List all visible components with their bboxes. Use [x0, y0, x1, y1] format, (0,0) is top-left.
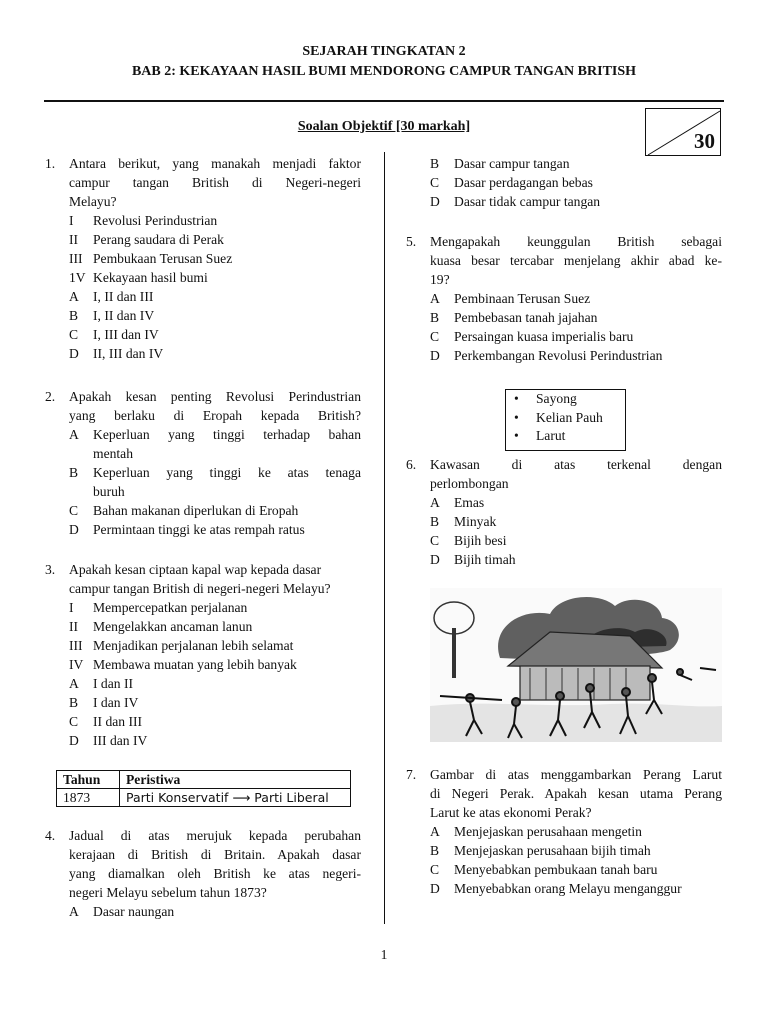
list-item: • Larut — [506, 427, 625, 446]
option-text: Emas — [454, 495, 485, 510]
statement-item — [69, 636, 293, 655]
question-number: 2. — [45, 389, 56, 404]
option-text: III dan IV — [93, 733, 148, 748]
option-key: D — [430, 881, 440, 896]
answer-option-b[interactable] — [69, 306, 154, 325]
question-stem-line: kuasa besar tercabar menjelang akhir abad ke- — [430, 253, 722, 268]
question-stem-line: Apakah kesan ciptaan kapal wap kepada dasar — [69, 562, 322, 577]
answer-option-b[interactable] — [430, 308, 597, 327]
statement-key: II — [69, 619, 79, 634]
option-key: D — [69, 733, 79, 748]
statement-item — [69, 655, 297, 674]
option-text: Bahan makanan diperlukan di Eropah — [93, 503, 299, 518]
larut-war-illustration — [430, 588, 722, 742]
option-key: C — [430, 329, 440, 344]
answer-option-d[interactable] — [69, 520, 305, 539]
statement-text: Mempercepatkan perjalanan — [93, 600, 248, 615]
option-text: Menyebabkan pembukaan tanah baru — [454, 862, 658, 877]
table-header-cell: Peristiwa — [120, 771, 351, 789]
statement-text: Mengelakkan ancaman lanun — [93, 619, 253, 634]
answer-option-d[interactable] — [69, 344, 163, 363]
question-stem-line: kerajaan di British di Britain. Apakah dasar — [69, 847, 361, 862]
answer-option-d[interactable] — [430, 192, 600, 211]
page-number: 1 — [380, 947, 388, 962]
option-text: II dan III — [93, 714, 143, 729]
option-text: I, III dan IV — [93, 327, 159, 342]
statement-text: Membawa muatan yang lebih banyak — [93, 657, 297, 672]
question-number: 1. — [45, 156, 56, 171]
question-number: 6. — [406, 457, 417, 472]
option-key: A — [69, 904, 79, 919]
statement-key: 1V — [69, 270, 86, 285]
question-number: 7. — [406, 767, 417, 782]
option-key: B — [430, 156, 440, 171]
option-text: Bijih besi — [454, 533, 507, 548]
option-key: A — [430, 291, 440, 306]
section-title: Soalan Objektif [30 markah] — [297, 119, 471, 134]
question-stem-line: Melayu? — [69, 194, 117, 209]
question-stem-line: Kawasan di atas terkenal dengan — [430, 457, 722, 472]
option-text: Keperluan yang tinggi terhadap bahan — [93, 427, 361, 442]
answer-option-c[interactable] — [69, 501, 298, 520]
option-key: C — [69, 327, 79, 342]
location-box — [505, 389, 626, 451]
question-stem-line: Apakah kesan penting Revolusi Perindustrian — [69, 389, 361, 404]
option-key: A — [69, 427, 79, 442]
answer-option-c[interactable] — [430, 531, 507, 550]
option-text: I, II dan IV — [93, 308, 155, 323]
answer-option-b[interactable] — [430, 154, 570, 173]
statement-key: IV — [69, 657, 84, 672]
option-text: Dasar naungan — [93, 904, 175, 919]
option-text: Dasar tidak campur tangan — [454, 194, 601, 209]
answer-option-c[interactable] — [430, 860, 657, 879]
option-key: B — [69, 695, 79, 710]
answer-option-b[interactable] — [69, 693, 138, 712]
option-key: C — [430, 175, 440, 190]
score-total: 30 — [694, 129, 715, 153]
statement-item — [69, 598, 247, 617]
answer-option-a[interactable] — [69, 287, 153, 306]
option-text: Permintaan tinggi ke atas rempah ratus — [93, 522, 305, 537]
option-key: D — [69, 346, 79, 361]
option-key: B — [430, 514, 440, 529]
option-key: B — [69, 308, 79, 323]
column-divider — [384, 152, 385, 924]
option-text: Perkembangan Revolusi Perindustrian — [454, 348, 663, 363]
option-text: I, II dan III — [93, 289, 154, 304]
question-stem-line: Mengapakah keunggulan British sebagai — [430, 234, 722, 249]
question-stem-line: Antara berikut, yang manakah menjadi faktor — [69, 156, 361, 171]
table-cell-year: 1873 — [57, 789, 120, 807]
question-number: 3. — [45, 562, 56, 577]
statement-text: Pembukaan Terusan Suez — [93, 251, 233, 266]
question-stem-line: campur tangan British di Negeri-negeri — [69, 175, 361, 190]
option-text: Dasar perdagangan bebas — [454, 175, 593, 190]
question-stem-line: 19? — [430, 272, 450, 287]
option-key: C — [69, 503, 79, 518]
answer-option-d[interactable] — [430, 879, 682, 898]
option-text-continued: mentah — [93, 446, 134, 461]
question-number: 5. — [406, 234, 417, 249]
option-text: Pembebasan tanah jajahan — [454, 310, 598, 325]
answer-option-d[interactable] — [430, 346, 662, 365]
statement-item — [69, 249, 232, 268]
answer-option-a[interactable] — [69, 425, 361, 463]
question-stem-line: negeri Melayu sebelum tahun 1873? — [69, 885, 267, 900]
answer-option-c[interactable] — [430, 173, 593, 192]
question-stem-line: di Negeri Perak. Apakah kesan utama Perang — [430, 786, 722, 801]
option-text-continued: buruh — [93, 484, 125, 499]
question-stem-line: perlombongan — [430, 476, 509, 491]
option-key: A — [430, 824, 440, 839]
option-key: C — [69, 714, 79, 729]
option-text: Menjejaskan perusahaan bijih timah — [454, 843, 651, 858]
statement-item — [69, 230, 224, 249]
answer-option-a[interactable] — [430, 493, 484, 512]
answer-option-b[interactable] — [69, 463, 361, 501]
answer-option-b[interactable] — [430, 512, 496, 531]
statement-key: I — [69, 213, 74, 228]
option-key: D — [430, 194, 440, 209]
option-key: D — [430, 348, 440, 363]
option-key: A — [69, 676, 79, 691]
statement-key: I — [69, 600, 74, 615]
option-text: Minyak — [454, 514, 497, 529]
doc-title: SEJARAH TINGKATAN 2 — [302, 44, 466, 59]
option-text: Dasar campur tangan — [454, 156, 570, 171]
option-key: A — [430, 495, 440, 510]
statement-text: Perang saudara di Perak — [93, 232, 224, 247]
option-key: B — [430, 310, 440, 325]
question-stem-line: yang berlaku di Eropah kepada British? — [69, 408, 361, 423]
option-text: I dan II — [93, 676, 134, 691]
answer-option-c[interactable] — [69, 712, 142, 731]
option-text: Menjejaskan perusahaan mengetin — [454, 824, 642, 839]
statement-key: III — [69, 638, 83, 653]
table-row — [57, 789, 351, 807]
answer-option-d[interactable] — [69, 731, 147, 750]
option-key: A — [69, 289, 79, 304]
option-text: Bijih timah — [454, 552, 516, 567]
statement-text: Kekayaan hasil bumi — [93, 270, 208, 285]
table-header-row — [57, 771, 351, 789]
option-key: C — [430, 862, 440, 877]
statement-text: Menjadikan perjalanan lebih selamat — [93, 638, 294, 653]
question-stem-line: Gambar di atas menggambarkan Perang Larut — [430, 767, 722, 782]
answer-option-d[interactable] — [430, 550, 516, 569]
question-stem-line: Larut ke atas ekonomi Perak? — [430, 805, 592, 820]
score-box — [645, 108, 721, 156]
question-number: 4. — [45, 828, 56, 843]
option-key: B — [69, 465, 79, 480]
statement-key: III — [69, 251, 83, 266]
option-text: Persaingan kuasa imperialis baru — [454, 329, 634, 344]
answer-option-c[interactable] — [430, 327, 633, 346]
option-key: D — [430, 552, 440, 567]
statement-item — [69, 268, 208, 287]
question-stem-line: yang diamalkan oleh British ke atas negeri- — [69, 866, 361, 881]
question-stem-line: Jadual di atas merujuk kepada perubahan — [69, 828, 361, 843]
chapter-title: BAB 2: KEKAYAAN HASIL BUMI MENDORONG CAMPUR TANGAN BRITISH — [131, 64, 637, 79]
option-text: Pembinaan Terusan Suez — [454, 291, 591, 306]
table-header-cell: Tahun — [57, 771, 120, 789]
option-text: Menyebabkan orang Melayu menganggur — [454, 881, 682, 896]
statement-item — [69, 211, 217, 230]
answer-option-a[interactable] — [69, 902, 174, 921]
events-table — [56, 770, 351, 807]
answer-option-a[interactable] — [430, 289, 590, 308]
option-key: B — [430, 843, 440, 858]
option-key: D — [69, 522, 79, 537]
list-item: • Sayong — [506, 390, 625, 409]
list-item: • Kelian Pauh — [506, 409, 625, 428]
table-cell-event: Parti Konservatif ⟶ Parti Liberal — [120, 789, 351, 807]
answer-option-a[interactable] — [69, 674, 133, 693]
option-text: Keperluan yang tinggi ke atas tenaga — [93, 465, 361, 480]
header-rule — [44, 100, 724, 102]
answer-option-b[interactable] — [430, 841, 651, 860]
statement-item — [69, 617, 252, 636]
question-stem-line: campur tangan British di negeri-negeri Melayu? — [69, 581, 331, 596]
answer-option-a[interactable] — [430, 822, 642, 841]
statement-text: Revolusi Perindustrian — [93, 213, 218, 228]
statement-key: II — [69, 232, 79, 247]
option-text: I dan IV — [93, 695, 139, 710]
option-text: II, III dan IV — [93, 346, 164, 361]
option-key: C — [430, 533, 440, 548]
answer-option-c[interactable] — [69, 325, 159, 344]
